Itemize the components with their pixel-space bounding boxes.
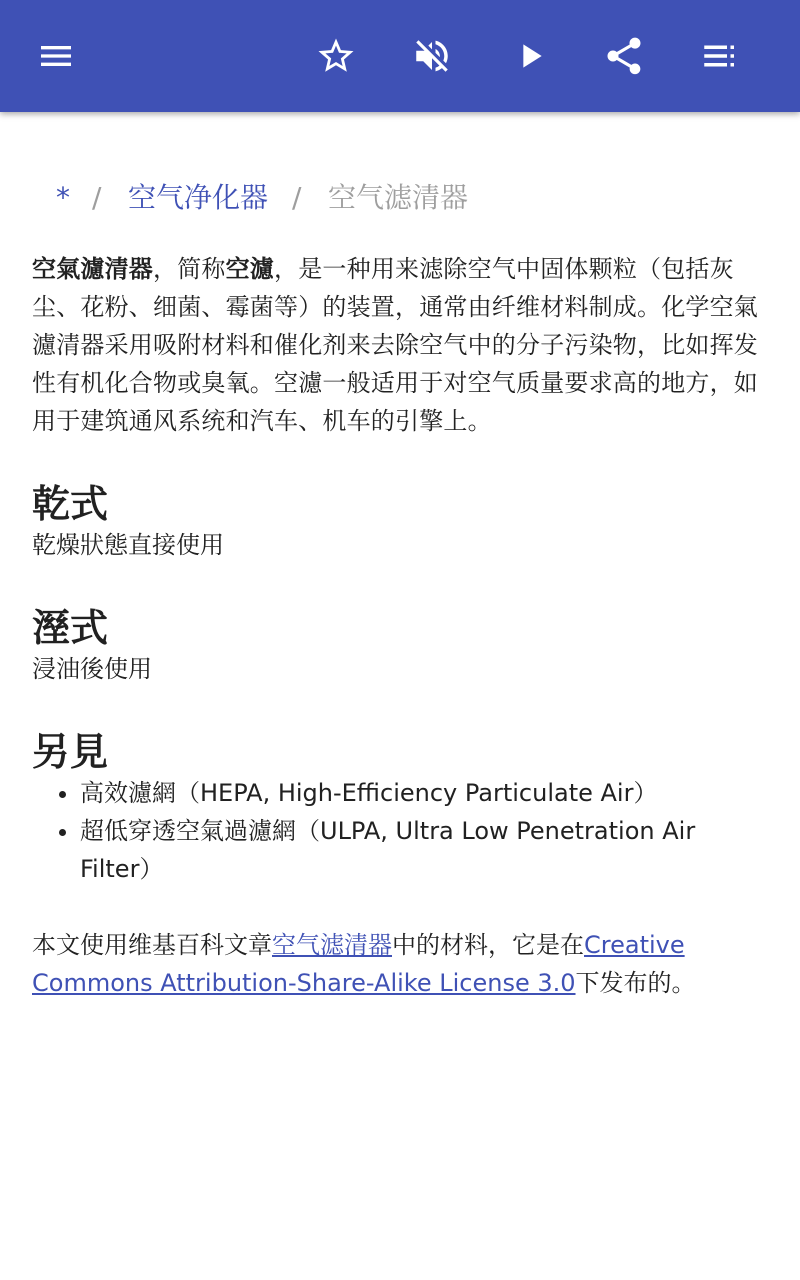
section-heading: 溼式: [32, 606, 109, 650]
list-item: • 超低穿透空氣過濾網（ULPA, Ultra Low Penetration Air Filter）: [80, 812, 768, 888]
section-heading: 另見: [32, 730, 109, 774]
section-heading: 乾式: [32, 482, 109, 526]
playlist-icon[interactable]: [696, 32, 744, 80]
list-item: • 高效濾網（HEPA, High-Efficiency Particulate Air）: [80, 774, 768, 812]
app-toolbar: [0, 0, 800, 112]
breadcrumb-separator: /: [92, 181, 102, 214]
section-wet: [32, 606, 768, 688]
license-footer: [32, 926, 768, 1002]
intro-abbreviation: 空濾: [225, 255, 275, 283]
footer-text: 本文使用维基百科文章: [32, 931, 272, 959]
intro-text: ，简称: [153, 255, 226, 283]
license-link[interactable]: Creative Commons Attribution-Share-Alike License 3.0: [32, 931, 685, 997]
section-see-also: [32, 730, 768, 888]
article-content: [32, 150, 768, 1026]
volume-off-icon[interactable]: [408, 32, 456, 80]
section-text: 浸油後使用: [32, 655, 152, 683]
footer-text: 中的材料，它是在: [392, 931, 584, 959]
footer-text: 下发布的。: [575, 969, 696, 997]
section-text: 乾燥狀態直接使用: [32, 531, 224, 559]
play-icon[interactable]: [506, 32, 554, 80]
source-article-link[interactable]: 空气滤清器: [272, 931, 392, 959]
intro-term: 空氣濾清器: [32, 255, 153, 283]
star-outline-icon[interactable]: [312, 32, 360, 80]
breadcrumb: [32, 150, 768, 246]
hamburger-menu-icon[interactable]: [32, 32, 80, 80]
share-icon[interactable]: [600, 32, 648, 80]
see-also-list: [32, 774, 768, 888]
intro-paragraph: [32, 250, 768, 440]
intro-text: ，是一种用来滤除空气中固体颗粒（包括灰尘、花粉、细菌、霉菌等）的装置，通常由纤维材料制成。化学空氣濾清器采用吸附材料和催化剂来去除空气中的分子污染物，比如挥发性有机化合物或臭氧。空濾一般适用于对空气质量要求高的地方，如用于建筑通风系统和汽车、机车的引擎上。: [32, 255, 758, 435]
breadcrumb-root-link[interactable]: *: [56, 181, 70, 214]
section-dry: [32, 482, 768, 564]
breadcrumb-parent-link[interactable]: 空气净化器: [128, 181, 269, 214]
breadcrumb-separator: /: [292, 181, 302, 214]
breadcrumb-current: 空气滤清器: [328, 181, 469, 214]
